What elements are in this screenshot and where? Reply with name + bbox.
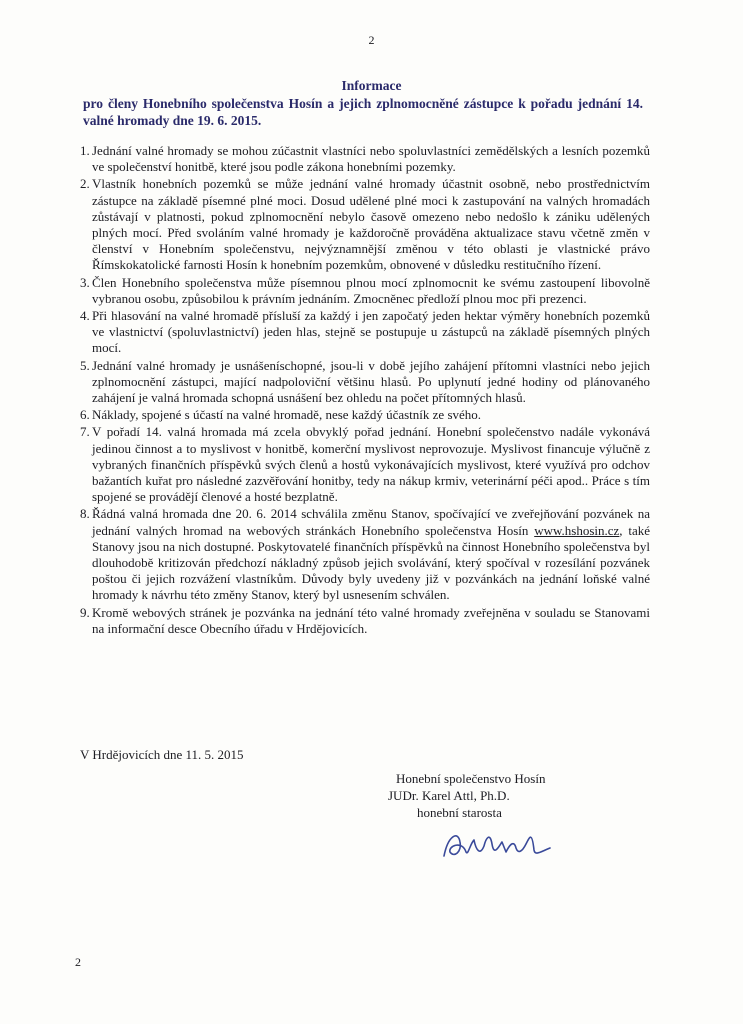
item-number: 8. xyxy=(80,506,90,522)
item-text: Člen Honebního společenstva může písemnou plnou mocí zplnomocnit ke svému zastoupení libovolně vybranou osobu, způsobilou k právním jednáním. Zmocněnec předloží plnou moc při prezenci. xyxy=(92,274,650,306)
page-number-bottom: 2 xyxy=(75,955,81,969)
item-number: 1. xyxy=(80,143,90,158)
item-number: 9. xyxy=(80,604,90,620)
item-text: V pořadí 14. valná hromada má zcela obvyklý pořad jednání. Honební společenstvo nadále vykonává jedinou činnost a to myslivost v honitbě, komerční myslivost neprovozuje. Myslivost financuje výlučně z vybraných finančních příspěvků svých členů a hostů vykonávajících myslivost, které využívá pro odchov bažantích kuřat pro následné zazvěřování honitby, tedy na nákup krmiv, veterinární péči apod.. Práce s tím spojené se provádějí členové a hosté bezplatně. xyxy=(92,424,650,505)
item-number: 5. xyxy=(80,357,90,373)
list-item xyxy=(80,308,650,357)
information-list xyxy=(80,143,650,638)
item-number: 6. xyxy=(80,407,90,423)
item-number: 3. xyxy=(80,274,90,290)
document-title: Informace xyxy=(341,78,402,93)
signatory-role: honební starosta xyxy=(417,805,502,820)
list-item xyxy=(80,407,650,423)
item-text: Vlastník honebních pozemků se může jednání valné hromady účastnit osobně, nebo prostřednictvím zástupce na základě písemné plné moci. Dosud udělené plné moci k zastupování na valných hromadách zůstávají v platnosti, pokud zplnomocnění nebylo časově omezeno nebo nedošlo k zániku udělených plných mocí. Před svoláním valné hromady je každoročně prováděna aktualizace stavu včetně změn v členství v Honebním společenstvu, nejvýznamnější změnou v této oblasti je vlastnické právo Římskokatolické farnosti Hosín k honebním pozemkům, obnovené v důsledku restitučního řízení. xyxy=(92,176,650,273)
website-link[interactable]: www.hshosin.cz xyxy=(534,522,620,538)
item-text: Jednání valné hromady je usnášeníschopné, jsou-li v době jejího zahájení přítomni vlastníci nebo jejich zplnomocnění zástupci, mající nadpoloviční většinu hlasů. Po uplynutí jedné hodiny od plánovaného zahájení je valná hromada schopná usnášení bez ohledu na počet přítomných hlasů. xyxy=(92,357,650,406)
item-text: Při hlasování na valné hromadě přísluší za každý i jen započatý jeden hektar výměry honebních pozemků ve vlastnictví (spoluvlastnictví) jeden hlas, stejně se postupuje u zástupců na základě písemných plných mocí. xyxy=(92,308,650,356)
list-item xyxy=(80,358,650,407)
list-item xyxy=(80,143,650,175)
item-text: Kromě webových stránek je pozvánka na jednání této valné hromady zveřejněna v souladu se Stanovami na informační desce Obecního úřadu v Hrdějovicích. xyxy=(92,604,650,636)
list-item xyxy=(80,176,650,273)
handwritten-signature xyxy=(440,822,560,867)
list-item xyxy=(80,424,650,505)
list-item xyxy=(80,605,650,637)
signature-block xyxy=(380,770,580,821)
item-text-before: Řádná valná hromada dne 20. 6. 2014 schválila změnu Stanov, spočívající ve zveřejňování pozvánek na jednání valných hromad na webových stránkách Honebního společenstva Hosín xyxy=(92,506,650,538)
item-number: 7. xyxy=(80,424,90,440)
item-number: 4. xyxy=(80,308,90,324)
item-text: Jednání valné hromady se mohou zúčastnit vlastníci nebo spoluvlastníci zemědělských a lesních pozemků ve společenství honitbě, které jsou podle zákona honebními pozemky. xyxy=(92,143,650,175)
page-number-top: 2 xyxy=(368,33,375,47)
item-text: Náklady, spojené s účastí na valné hromadě, nese každý účastník ze svého. xyxy=(92,407,482,423)
signatory-name: JUDr. Karel Attl, Ph.D. xyxy=(388,788,510,803)
item-number: 2. xyxy=(80,176,90,192)
place-and-date: V Hrdějovicích dne 11. 5. 2015 xyxy=(80,747,244,762)
list-item xyxy=(80,506,650,603)
document-subtitle: pro členy Honebního společenstva Hosín a jejich zplnomocněné zástupce k pořadu jednání 14. valné hromady dne 19. 6. 2015. xyxy=(83,96,643,128)
item-text-after: , také Stanovy jsou na nich dostupné. Poskytovatelé finančních příspěvků na činnost Honebního společenstva byl dlouhodobě kritizován předchozí nákladný způsob jejich svolávání, který spočíval v rozesílání pozvánek poštou či jejich rozvážení vlastníkům. Důvody byly uvedeny již v pozvánkách na jednání loňské valné hromady k návrhu této změny Stanov, který byl usnesením schválen. xyxy=(92,522,650,603)
signatory-organization: Honební společenstvo Hosín xyxy=(396,771,546,786)
list-item xyxy=(80,275,650,307)
